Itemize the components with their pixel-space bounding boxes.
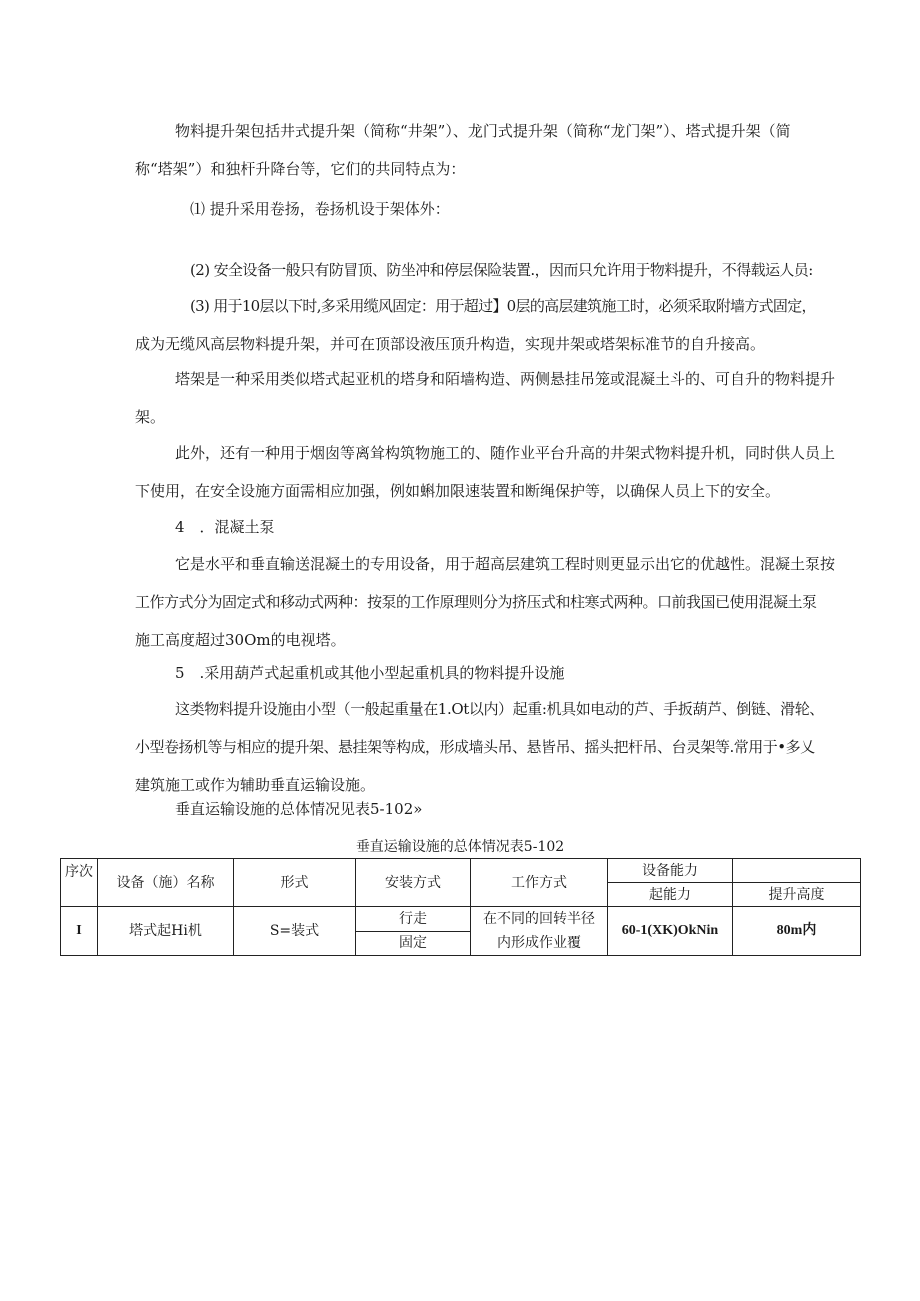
header-capacity-blank — [733, 859, 861, 883]
cell-work-line-2: 内形成作业覆 — [497, 935, 581, 951]
cell-work — [471, 907, 608, 956]
header-name: 设备（施）名称 — [98, 859, 234, 907]
text-line: 这类物料提升设施由小型（一般起重量在1.Ot以内）起重:机具如电动的芦、手扳葫芦、倒链、滑轮、 — [175, 700, 824, 718]
vertical-transport-table — [60, 858, 861, 956]
text-line: 称“塔架”）和独杆升降台等，它们的共同特点为： — [135, 160, 466, 178]
cell-lift-height: 80m内 — [733, 907, 861, 956]
header-form: 形式 — [234, 859, 356, 907]
text-line: (3) 用于10层以下时,多采用缆风固定：用于超过】0层的高层建筑施工时，必须采取附墙方式固定， — [190, 297, 816, 315]
header-capacity: 设备能力 — [608, 859, 733, 883]
text-line: 塔架是一种采用类似塔式起亚机的塔身和陌墙构造、两侧悬挂吊笼或混凝土斗的、可自升的物料提升 — [175, 370, 836, 388]
table-header-row — [61, 859, 861, 883]
text-line: 工作方式分为固定式和移动式两种：按泵的工作原理则分为挤压式和柱寒式两种。口前我国已使用混凝土泵 — [135, 593, 817, 611]
text-line: 此外，还有一种用于烟囱等离耸构筑物施工的、随作业平台升高的井架式物料提升机，同时供人员上 — [175, 444, 836, 462]
text-line: ⑴ 提升采用卷扬，卷扬机设于架体外： — [190, 200, 450, 218]
cell-work-line-1: 在不同的回转半径 — [483, 911, 595, 927]
section-heading: 4 ．混凝土泵 — [175, 518, 275, 536]
text-line: 小型卷扬机等与相应的提升架、悬挂架等构成，形成墙头吊、悬皆吊、摇头把杆吊、台灵架等.常用于•多乂 — [135, 738, 815, 756]
paragraph-item-1 — [190, 190, 915, 228]
paragraph-table-reference — [135, 790, 860, 828]
text-line: 架。 — [135, 408, 166, 426]
heading-hoist-facilities — [175, 654, 900, 692]
heading-concrete-pump — [175, 508, 900, 546]
cell-install-walking: 行走 — [356, 907, 471, 932]
paragraph-item-2 — [190, 251, 870, 289]
header-install: 安装方式 — [356, 859, 471, 907]
section-heading: 5 .采用葫芦式起重机或其他小型起重机具的物料提升设施 — [175, 664, 565, 682]
cell-lift-capacity: 60-1(XK)OkNin — [608, 907, 733, 956]
text-line: 它是水平和垂直输送混凝土的专用设备，用于超高层建筑工程时则更显示出它的优越性。混凝土泵按 — [175, 555, 836, 573]
paragraph-small-hoists — [135, 690, 860, 804]
paragraph-hoist-types — [135, 112, 860, 188]
paragraph-concrete-pump — [135, 545, 860, 659]
header-work: 工作方式 — [471, 859, 608, 907]
text-line: (2) 安全设备一般只有防冒顶、防坐冲和停层保险装置.，因而只允许用于物料提升，不得载运人员: — [190, 261, 813, 279]
cell-form: S=装式 — [234, 907, 356, 956]
text-line: 垂直运输设施的总体情况见表5-102» — [175, 800, 423, 818]
header-seq: 序次 — [61, 859, 98, 907]
text-line: 建筑施工或作为辅助垂直运输设施。 — [135, 776, 376, 794]
paragraph-item-3 — [135, 287, 860, 363]
text-line: 施工高度超过30Om的电视塔。 — [135, 631, 346, 649]
text-line: 下使用，在安全设施方面需相应加强，例如蝌加限速装置和断绳保护等，以确保人员上下的安全。 — [135, 482, 781, 500]
cell-install-fixed: 固定 — [356, 931, 471, 956]
header-lift-height: 提升高度 — [733, 883, 861, 907]
paragraph-tower-frame — [135, 360, 860, 436]
paragraph-chimney-hoist — [135, 434, 860, 510]
table-caption: 垂直运输设施的总体情况表5-102 — [355, 839, 565, 855]
header-lift-capacity: 起能力 — [608, 883, 733, 907]
text-line: 物料提升架包括井式提升架（简称“井架”）、龙门式提升架（简称“龙门架”）、塔式提升架（简 — [175, 122, 791, 140]
table-row — [61, 907, 861, 932]
cell-name: 塔式起Hi机 — [98, 907, 234, 956]
text-line: 成为无缆风高层物料提升架，并可在顶部设液压顶升构造，实现井架或塔架标准节的自升接高。 — [135, 335, 766, 353]
cell-seq: I — [61, 907, 98, 956]
